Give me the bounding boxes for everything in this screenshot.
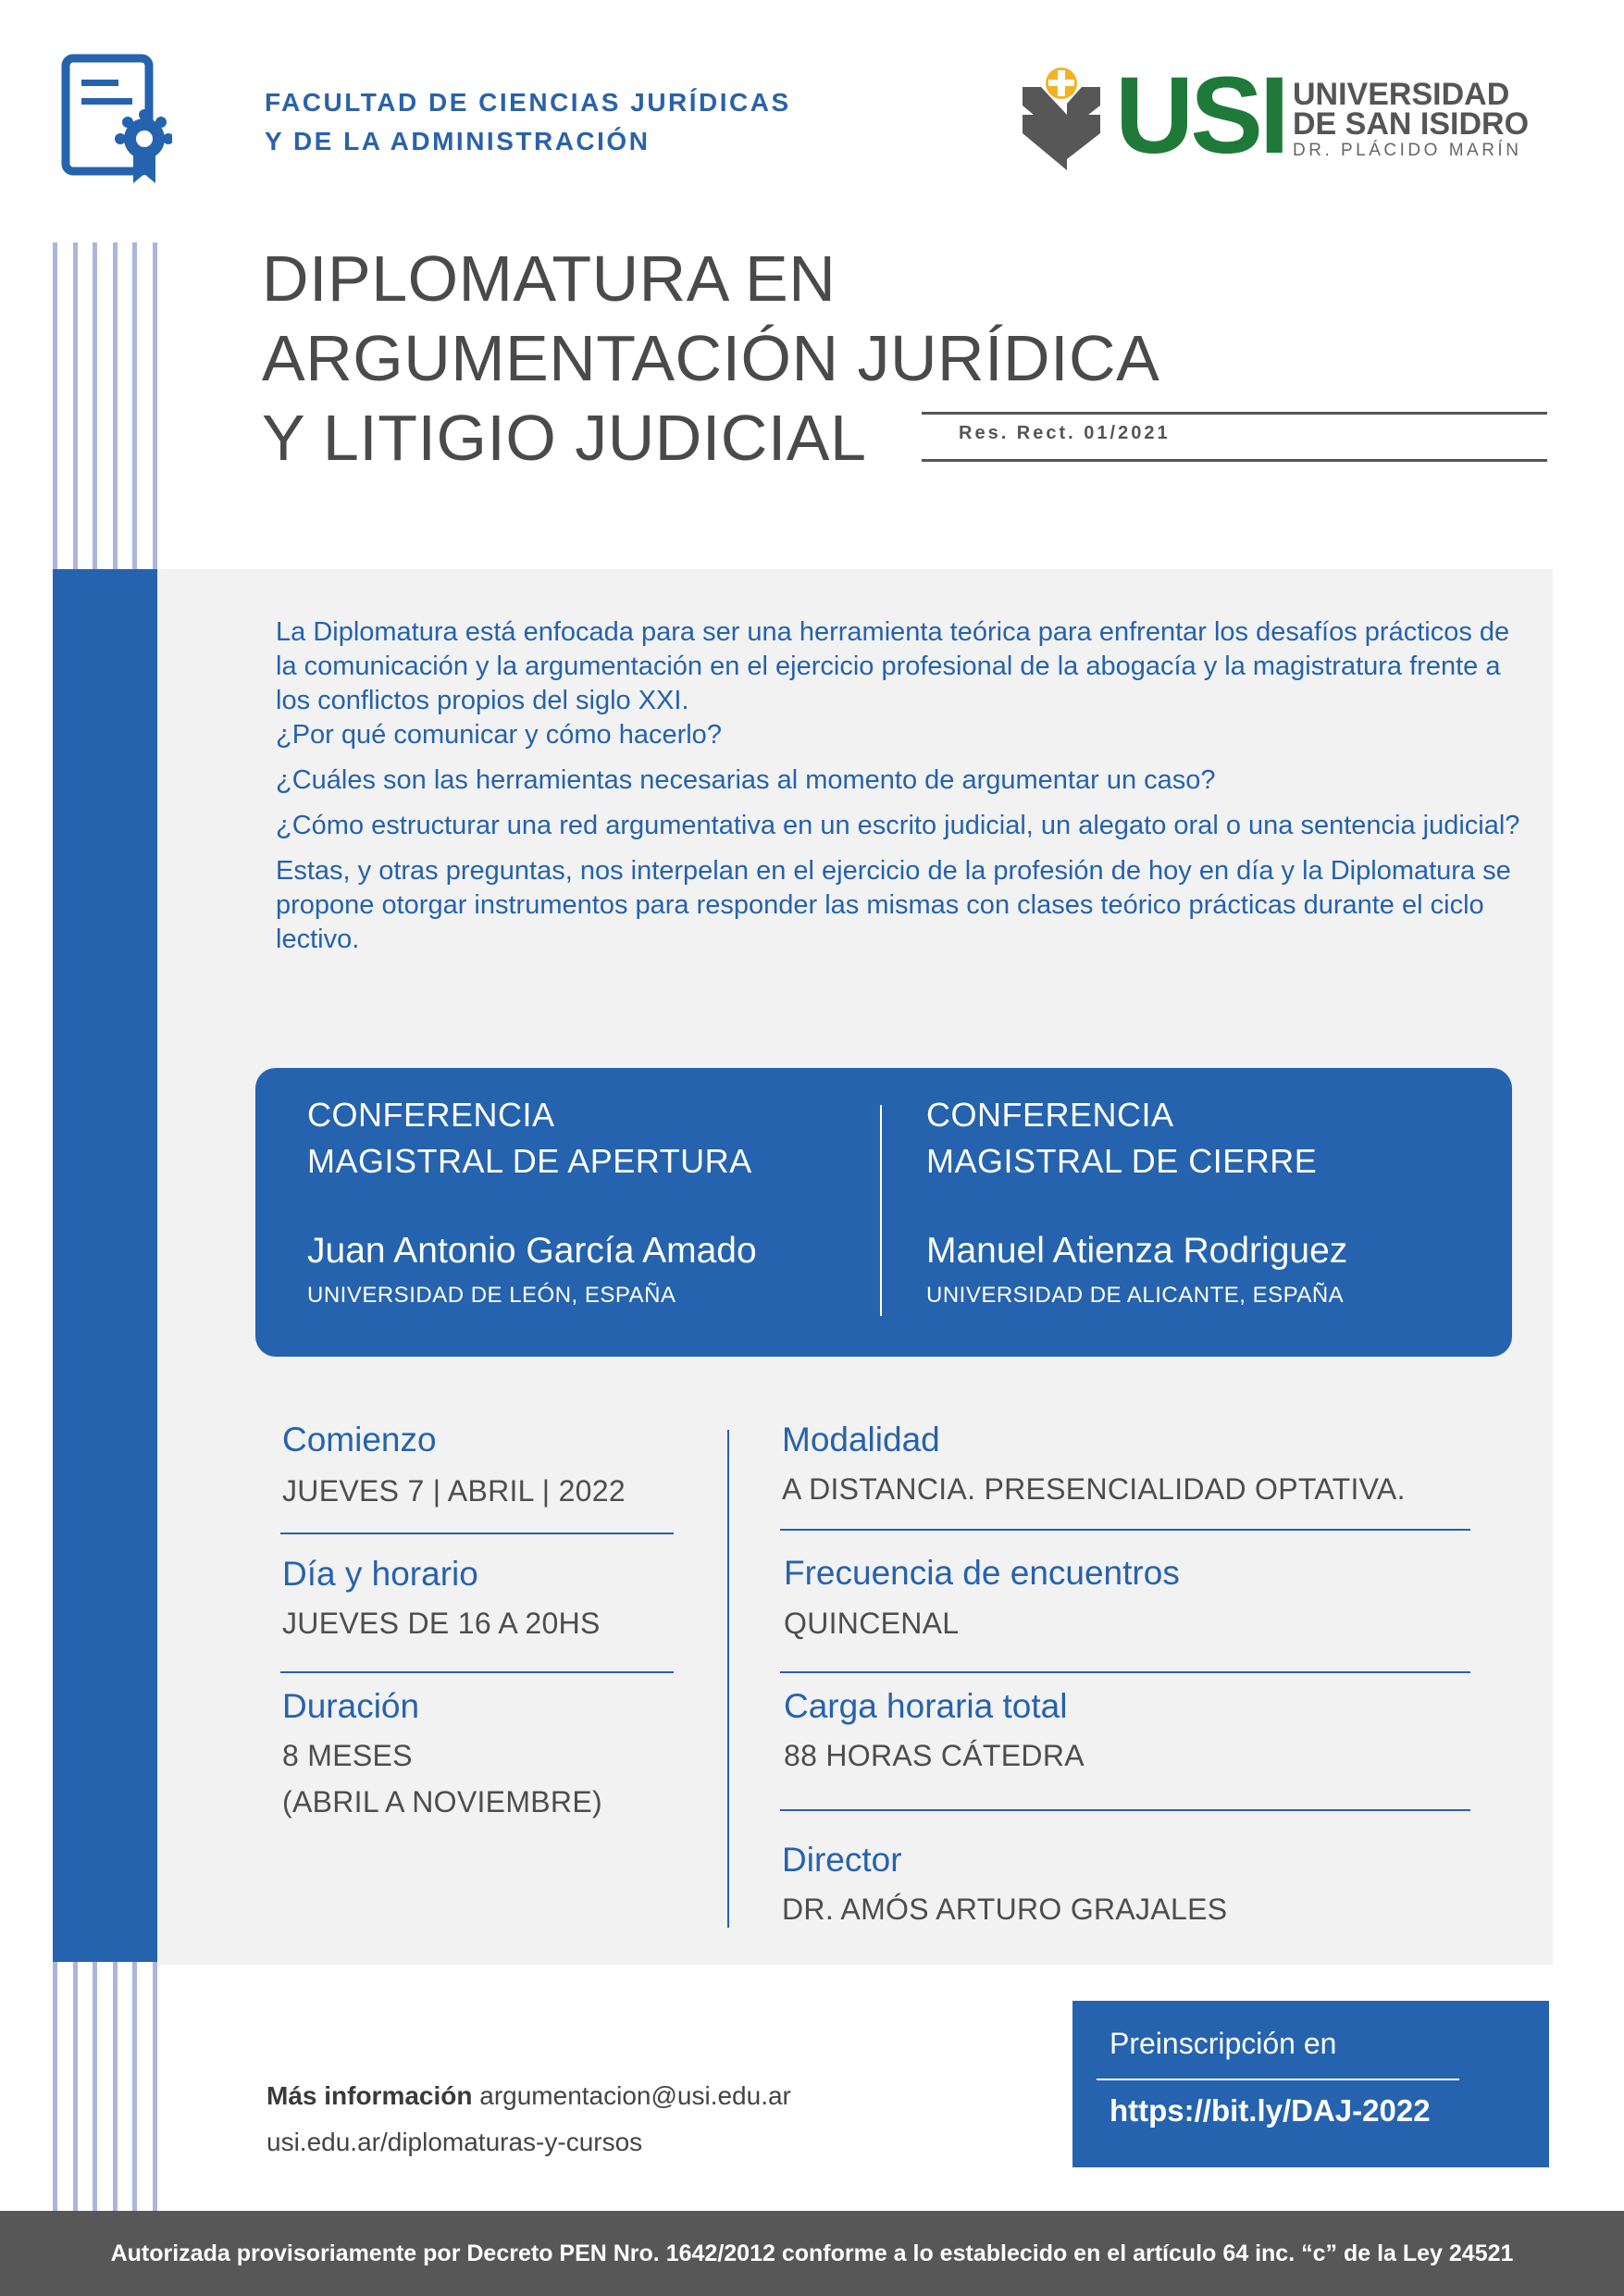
conference-title-line: MAGISTRAL DE APERTURA bbox=[307, 1142, 752, 1180]
divider bbox=[880, 1105, 882, 1316]
duration-value-detail: (ABRIL A NOVIEMBRE) bbox=[282, 1785, 602, 1818]
conference-title-line: CONFERENCIA bbox=[926, 1096, 1174, 1134]
divider bbox=[280, 1533, 674, 1534]
decor-blue-bar bbox=[53, 569, 157, 1962]
university-subtitle: DR. PLÁCIDO MARÍN bbox=[1293, 141, 1522, 160]
resolution-number: Res. Rect. 01/2021 bbox=[959, 423, 1171, 443]
frequency-value: QUINCENAL bbox=[784, 1607, 960, 1640]
more-info-label: Más información bbox=[267, 2081, 473, 2110]
conference-title-line: CONFERENCIA bbox=[307, 1096, 555, 1134]
speaker-affiliation: UNIVERSIDAD DE ALICANTE, ESPAÑA bbox=[926, 1283, 1345, 1308]
hours-label: Carga horaria total bbox=[784, 1687, 1068, 1725]
conference-title-line: MAGISTRAL DE CIERRE bbox=[926, 1142, 1318, 1180]
divider bbox=[780, 1809, 1470, 1811]
speaker-affiliation: UNIVERSIDAD DE LEÓN, ESPAÑA bbox=[307, 1283, 676, 1308]
opening-conference bbox=[307, 1092, 757, 1309]
university-name bbox=[1293, 77, 1530, 142]
modality-label: Modalidad bbox=[782, 1421, 940, 1458]
preinscription-link[interactable]: https://bit.ly/DAJ-2022 bbox=[1110, 2093, 1431, 2128]
conferences-box bbox=[255, 1068, 1512, 1357]
faculty-name bbox=[265, 83, 791, 161]
preinscription-label: Preinscripción en bbox=[1110, 2027, 1337, 2060]
usi-logo-text: USI bbox=[1115, 55, 1286, 177]
director-label: Director bbox=[782, 1841, 902, 1879]
usi-logo-mark bbox=[1023, 67, 1111, 173]
preinscription-box bbox=[1072, 2001, 1549, 2167]
closing-conference bbox=[926, 1092, 1347, 1309]
divider bbox=[780, 1671, 1470, 1673]
intro-text bbox=[276, 615, 1525, 968]
title-line-2: ARGUMENTACIÓN JURÍDICA bbox=[262, 322, 1160, 394]
duration-value: 8 MESES bbox=[282, 1739, 413, 1772]
frequency-label: Frecuencia de encuentros bbox=[784, 1554, 1180, 1592]
divider bbox=[1097, 2079, 1459, 2080]
intro-question: ¿Cuáles son las herramientas necesarias al momento de argumentar un caso? bbox=[276, 765, 1216, 795]
intro-question: ¿Cómo estructurar una red argumentativa en un escrito judicial, un alegato oral o una sentencia judicial? bbox=[276, 811, 1520, 840]
start-value: JUEVES 7 | ABRIL | 2022 bbox=[282, 1474, 626, 1508]
conference-title bbox=[307, 1092, 757, 1185]
authorization-footer: Autorizada provisoriamente por Decreto PEN Nro. 1642/2012 conforme a lo establecido en el artículo 64 inc. “c” de la Ley 24521 bbox=[0, 2211, 1624, 2296]
intro-question: ¿Por qué comunicar y cómo hacerlo? bbox=[276, 720, 722, 750]
speaker-name: Juan Antonio García Amado bbox=[307, 1231, 757, 1271]
contact-info bbox=[267, 2073, 791, 2166]
conference-title bbox=[926, 1092, 1347, 1185]
university-line-2: DE SAN ISIDRO bbox=[1293, 106, 1530, 142]
column-divider bbox=[727, 1430, 729, 1928]
duration-label: Duración bbox=[282, 1687, 420, 1725]
modality-value: A DISTANCIA. PRESENCIALIDAD OPTATIVA. bbox=[782, 1472, 1406, 1506]
divider bbox=[922, 459, 1547, 462]
contact-email[interactable]: argumentacion@usi.edu.ar bbox=[479, 2081, 791, 2110]
faculty-line-2: Y DE LA ADMINISTRACIÓN bbox=[265, 127, 651, 155]
title-line-3: Y LITIGIO JUDICIAL bbox=[262, 402, 867, 474]
divider bbox=[922, 412, 1547, 415]
website-link[interactable]: usi.edu.ar/diplomaturas-y-cursos bbox=[267, 2128, 643, 2156]
divider bbox=[280, 1671, 674, 1673]
intro-paragraph: La Diplomatura está enfocada para ser una herramienta teórica para enfrentar los desafíos prácticos de la comunicación y la argumentación en el ejercicio profesional de la abogacía y la magistratura frente a los conflictos propios del siglo XXI. bbox=[276, 617, 1510, 715]
faculty-line-1: FACULTAD DE CIENCIAS JURÍDICAS bbox=[265, 88, 791, 117]
certificate-icon bbox=[61, 54, 172, 188]
start-label: Comienzo bbox=[282, 1421, 437, 1458]
schedule-value: JUEVES DE 16 A 20HS bbox=[282, 1607, 601, 1640]
title-line-1: DIPLOMATURA EN bbox=[262, 242, 837, 315]
schedule-label: Día y horario bbox=[282, 1555, 478, 1593]
university-line-1: UNIVERSIDAD bbox=[1293, 77, 1510, 112]
director-value: DR. AMÓS ARTURO GRAJALES bbox=[782, 1893, 1228, 1926]
speaker-name: Manuel Atienza Rodriguez bbox=[926, 1231, 1348, 1271]
intro-paragraph: Estas, y otras preguntas, nos interpelan en el ejercicio de la profesión de hoy en día y la Diplomatura se propone otorgar instrumentos para responder las mismas con clases teórico prácticas durante el ciclo lectivo. bbox=[276, 856, 1511, 954]
divider bbox=[780, 1529, 1470, 1531]
hours-value: 88 HORAS CÁTEDRA bbox=[784, 1739, 1085, 1772]
